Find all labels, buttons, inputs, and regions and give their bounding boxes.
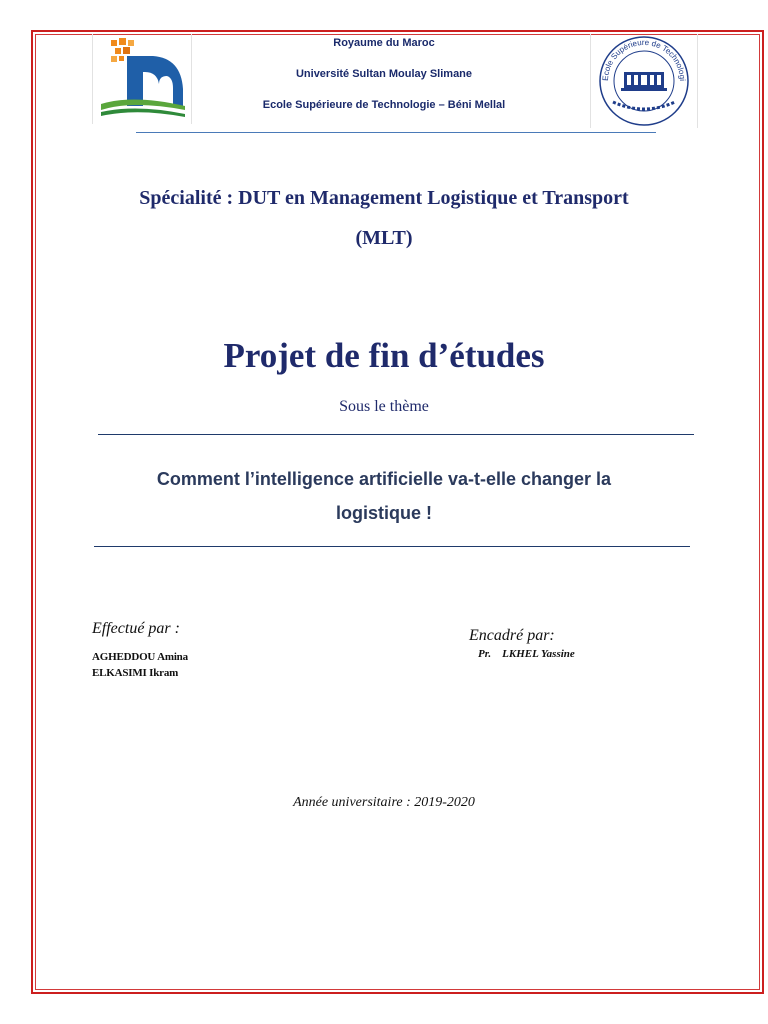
header-university: Université Sultan Moulay Slimane — [295, 68, 473, 80]
school-seal-right — [590, 34, 698, 128]
seal-ring-text: Ecole Supérieure de Technologi — [600, 37, 688, 82]
theme-line-2: logistique ! — [336, 503, 432, 523]
header-kingdom: Royaume du Maroc — [333, 37, 435, 49]
author-name: AGHEDDOU Amina — [92, 651, 188, 663]
theme-line-1: Comment l’intelligence artificielle va-t-elle changer la — [156, 469, 612, 489]
document-title: Projet de fin d’études — [223, 336, 545, 375]
header-divider — [136, 132, 656, 133]
school-seal-graphic — [591, 34, 697, 128]
academic-year: Année universitaire : 2019-2020 — [293, 795, 475, 810]
authors-label: Effectué par : — [92, 620, 180, 637]
document-subtitle: Sous le thème — [339, 398, 429, 415]
theme-heading — [104, 462, 664, 530]
author-name: ELKASIMI Ikram — [92, 667, 179, 679]
theme-divider-top — [98, 434, 694, 435]
specialty-heading — [60, 178, 708, 258]
theme-divider-bottom — [94, 546, 690, 547]
supervisor-label: Encadré par: — [469, 627, 555, 644]
specialty-line-1: Spécialité : DUT en Management Logistique et Transport — [139, 187, 629, 209]
specialty-line-2: (MLT) — [355, 227, 413, 249]
supervisor-name: Pr. LKHEL Yassine — [478, 648, 575, 660]
header-school: Ecole Supérieure de Technologie – Béni Mellal — [262, 99, 506, 111]
